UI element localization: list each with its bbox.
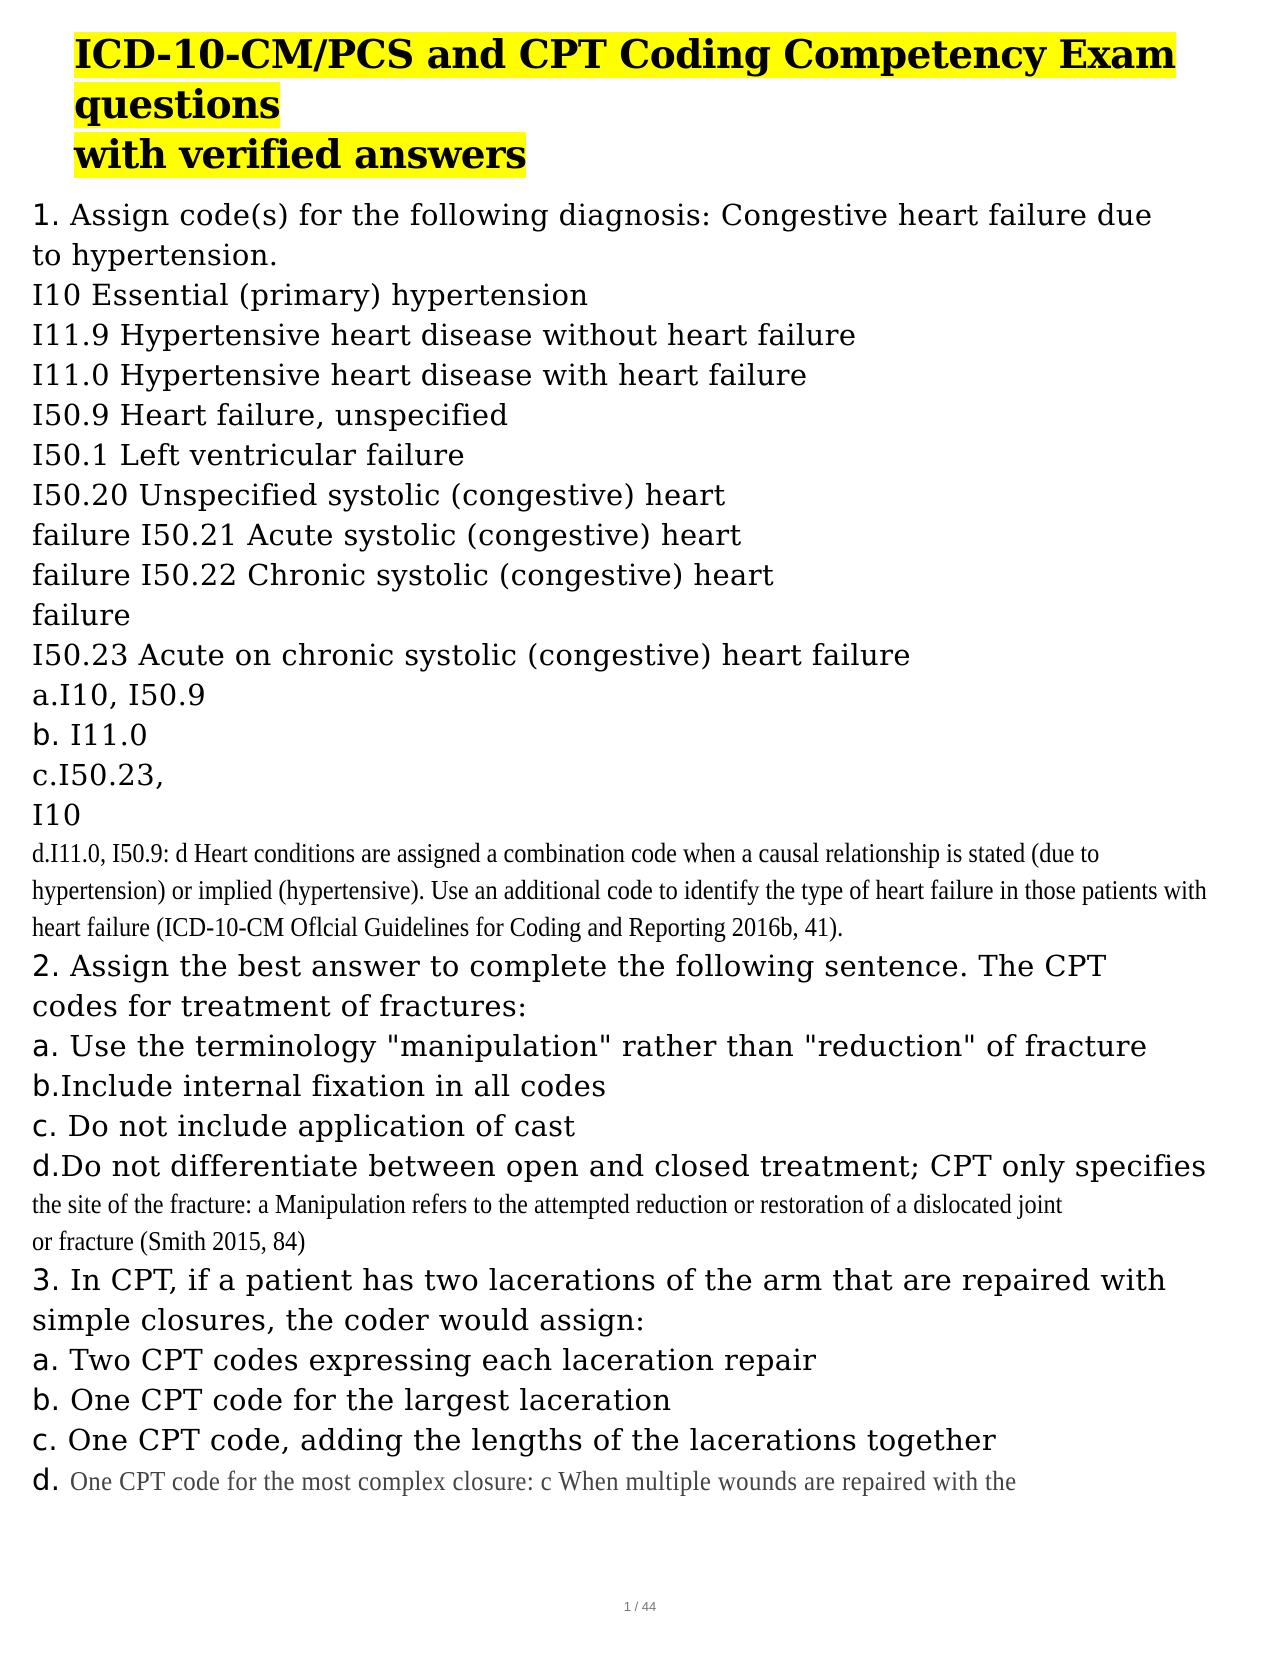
question-number: 3. [32, 1263, 61, 1297]
title-line-2: with verified answers [74, 132, 527, 178]
option-a: a. Two CPT codes expressing each laceration repair [32, 1343, 817, 1377]
answer-explanation: hypertension) or implied (hypertensive). Use an additional code to identify the type of heart failure in those patients with [32, 875, 1207, 905]
answer-explanation: heart failure (ICD-10-CM Oflcial Guidelines for Coding and Reporting 2016b, 41). [32, 912, 844, 942]
title-line-1: ICD-10-CM/PCS and CPT Coding Competency Exam questions [74, 32, 1176, 128]
code-list-item: I50.20 Unspecified systolic (congestive) heart [32, 478, 726, 512]
question-3-stem: 3. In CPT, if a patient has two lacerations of the arm that are repaired with [32, 1263, 1167, 1297]
code-list-item: failure [32, 598, 132, 632]
code-list-item: I50.1 Left ventricular failure [32, 438, 466, 472]
option-c: c.I50.23, [32, 758, 165, 792]
option-a: a. Use the terminology "manipulation" rather than "reduction" of fracture [32, 1029, 1148, 1063]
page-number: 1 / 44 [623, 1599, 657, 1614]
question-1 [32, 195, 1257, 946]
question-3-stem-cont: simple closures, the coder would assign: [32, 1303, 646, 1337]
question-1-stem-cont: to hypertension. [32, 238, 279, 272]
question-2-stem: 2. Assign the best answer to complete the following sentence. The CPT [32, 949, 1107, 983]
question-2-stem-cont: codes for treatment of fractures: [32, 989, 528, 1023]
code-list-item: I50.23 Acute on chronic systolic (congestive) heart failure [32, 638, 911, 672]
option-b: b. I11.0 [32, 718, 149, 752]
question-number: 2. [32, 949, 61, 983]
code-list-item: failure I50.21 Acute systolic (congestive) heart [32, 518, 742, 552]
answer-explanation: the site of the fracture: a Manipulation refers to the attempted reduction or restoration of a dislocated joint [32, 1189, 1063, 1219]
option-b: b. One CPT code for the largest laceration [32, 1383, 672, 1417]
question-1-stem: 1. Assign code(s) for the following diagnosis: Congestive heart failure due [32, 198, 1153, 232]
answer-explanation: d.I11.0, I50.9: d Heart conditions are assigned a combination code when a causal relationship is stated (due to [32, 838, 1100, 868]
code-list-item: I10 Essential (primary) hypertension [32, 278, 589, 312]
code-list-item: I11.0 Hypertensive heart disease with heart failure [32, 358, 808, 392]
option-c-cont: I10 [32, 798, 82, 832]
option-c: c. One CPT code, adding the lengths of the lacerations together [32, 1423, 997, 1457]
code-list-item: I50.9 Heart failure, unspecified [32, 398, 509, 432]
option-b: b.Include internal fixation in all codes [32, 1069, 607, 1103]
answer-explanation: or fracture (Smith 2015, 84) [32, 1226, 306, 1256]
page-title [74, 30, 1234, 180]
code-list-item: I11.9 Hypertensive heart disease without heart failure [32, 318, 857, 352]
question-number: 1. [32, 198, 61, 232]
option-d: d.Do not differentiate between open and closed treatment; CPT only specifies [32, 1149, 1207, 1183]
option-d: d. One CPT code for the most complex closure: c When multiple wounds are repaired with the [32, 1463, 1017, 1497]
question-3 [32, 1260, 1257, 1500]
question-2 [32, 946, 1257, 1260]
option-c: c. Do not include application of cast [32, 1109, 576, 1143]
question-list [32, 195, 1257, 1500]
option-a: a.I10, I50.9 [32, 678, 207, 712]
code-list-item: failure I50.22 Chronic systolic (congestive) heart [32, 558, 775, 592]
